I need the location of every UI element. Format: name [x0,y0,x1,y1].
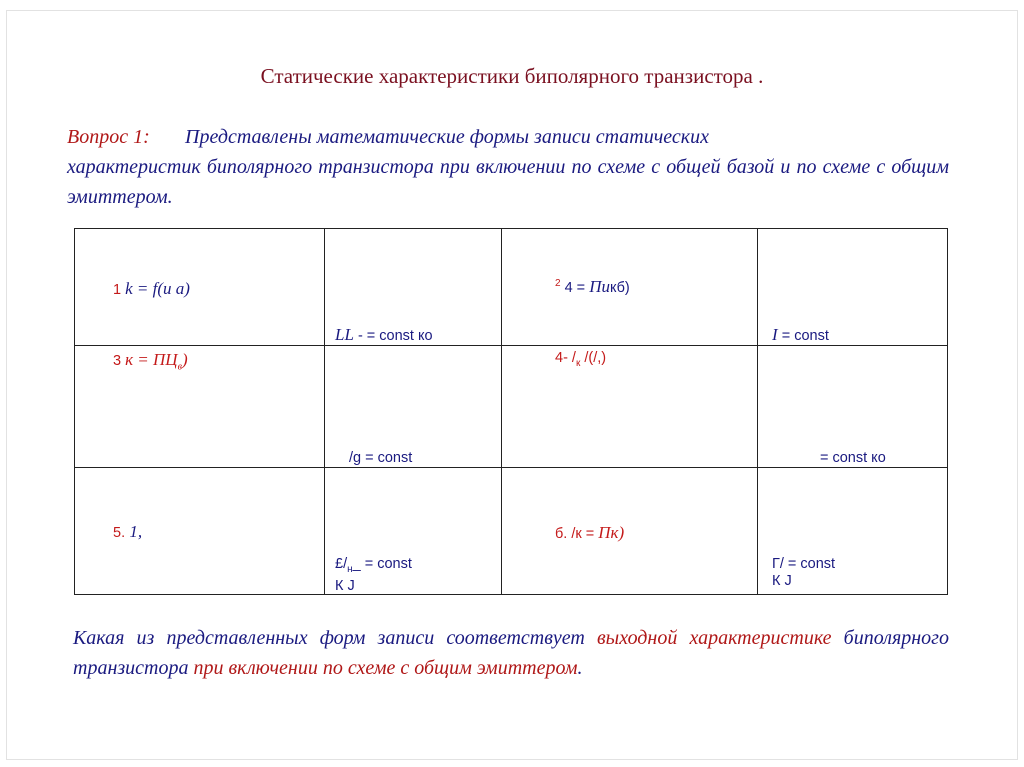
formula-part: Пк) [598,523,625,542]
question-text [67,122,949,212]
slide-title: Статические характеристики биполярного транзистора . [260,64,764,88]
condition-line1: Г/ = const [772,556,836,572]
condition-var: I [772,325,778,344]
condition-1 [335,325,433,345]
formula-number: 5. [113,525,126,541]
condition-2 [772,325,829,345]
condition-rest: = const [777,328,829,344]
table-row [75,229,948,346]
formula-number: 1 [113,282,122,298]
formula-part: к = ПЦ [125,350,178,369]
formula-number: б. [555,526,568,542]
cell-1-condition [325,229,502,346]
formula-expression: 1, [125,522,143,541]
condition-subscript: н [347,563,353,575]
answer-part: . [577,657,583,679]
formula-number: 2 [555,278,561,290]
cell-2-formula [502,229,758,346]
condition-var: LL [335,325,354,344]
formula-part: кб) [609,280,630,296]
formula-6 [555,523,624,543]
formula-part: /к = [567,526,599,542]
answer-part: Какая из представленных форм записи соответствует [73,627,597,649]
condition-3: /g = const [349,450,413,466]
cell-5-formula [75,468,325,595]
answer-part-highlight: выходной характеристике [596,627,832,649]
formula-number: 3 [113,353,122,369]
formula-part: /(/,) [580,350,607,366]
cell-3-condition [325,346,502,468]
formula-number: 4- [555,350,568,366]
formula-subscript: к [575,357,581,369]
cell-5-condition [325,468,502,595]
formula-expression [125,350,188,373]
formula-part: ) [181,350,188,369]
formula-table [74,228,948,595]
cell-6-formula [502,468,758,595]
answer-part-highlight: при включении по схеме с общим эмиттером [193,657,578,679]
cell-4-formula [502,346,758,468]
formula-part: / [567,350,576,366]
cell-2-condition [758,229,948,346]
table-row [75,346,948,468]
condition-rest: - = const ко [353,328,433,344]
cell-3-formula [75,346,325,468]
condition-part: _ = const [352,556,412,572]
formula-expression: k = f(u a) [125,279,190,298]
formula-1 [113,279,190,299]
question-label: Вопрос 1: [67,126,150,148]
answer-part: биполярного транзистора [73,627,949,679]
condition-5 [335,556,412,595]
formula-4 [555,350,606,369]
condition-4: = const ко [820,450,886,466]
formula-subscript: в [177,361,182,373]
formula-2 [555,277,630,297]
cell-4-condition [758,346,948,468]
question-rest: характеристик биполярного транзистора при включении по схеме с общей базой и по схеме с общим эмиттером. [67,156,949,208]
question-first-line [67,122,949,152]
condition-line2: К J [335,577,355,594]
condition-line2: К J [772,573,792,589]
formula-part: Пи [589,277,610,296]
question-line1: Представлены математические формы записи статических [185,126,710,148]
formula-3 [113,350,188,372]
formula-5 [113,522,142,542]
formula-part: 4 = [560,280,590,296]
condition-part: £/ [335,556,348,572]
cell-6-condition [758,468,948,595]
cell-1-formula [75,229,325,346]
condition-6 [772,556,835,590]
answer-question [73,623,949,683]
table-row [75,468,948,595]
